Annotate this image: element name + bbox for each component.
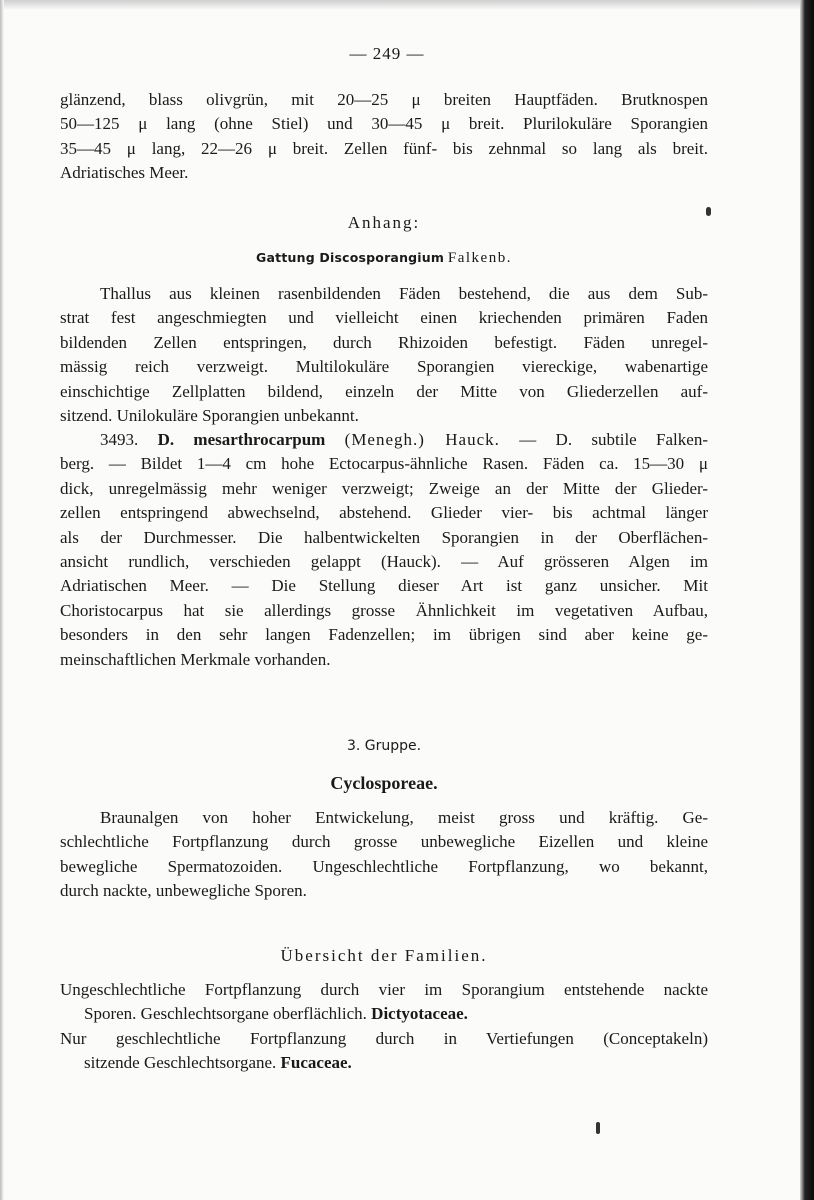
text-line: glänzend, blass olivgrün, mit 20—25 μ breiten Hauptfäden. Brutknospen — [60, 90, 708, 109]
species-author: (Menegh.) Hauck. — [344, 430, 500, 449]
text-line: einschichtige Zellplatten bildend, einzeln der Mitte von Gliederzellen auf- — [60, 381, 708, 401]
text-line: ansicht rundlich, verschieden gelappt (Hauck). — Auf grösseren Algen im — [60, 552, 708, 572]
intro-paragraph — [60, 88, 708, 186]
text-line: meinschaftlichen Merkmale vorhanden. — [60, 649, 331, 669]
thallus-paragraph — [60, 282, 708, 428]
species-synonym: — D. subtile Falken- — [519, 430, 708, 449]
scan-edge-left — [0, 0, 4, 1200]
cyclosporeae-heading: Cyclosporeae. — [330, 773, 438, 793]
text-line: bildenden Zellen entspringen, durch Rhizoiden befestigt. Fäden unregel- — [60, 332, 708, 352]
scan-edge-top — [0, 0, 814, 10]
species-name: D. mesarthrocarpum — [157, 430, 326, 449]
text-line: strat fest angeschmiegten und vielleicht einen kriechenden primären Faden — [60, 308, 708, 328]
braunalgen-paragraph — [60, 806, 708, 904]
key-line — [60, 1002, 708, 1026]
uebersicht-heading: Übersicht der Familien. — [280, 946, 488, 965]
text-line: durch nackte, unbewegliche Sporen. — [60, 881, 307, 901]
page-number: — 249 — — [349, 44, 425, 63]
ink-speck — [596, 1122, 600, 1134]
key-entry-dictyotaceae — [60, 978, 708, 1027]
text-line: schlechtliche Fortpflanzung durch grosse unbewegliche Eizellen und kleine — [60, 832, 708, 852]
gattung-heading — [60, 250, 708, 267]
key-entry-fucaceae — [60, 1027, 708, 1076]
text-line: Adriatischen Meer. — Die Stellung dieser Art ist ganz unsicher. Mit — [60, 576, 708, 596]
text-line: bewegliche Spermatozoiden. Ungeschlechtliche Fortpflanzung, wo bekannt, — [60, 856, 708, 876]
text-line: dick, unregelmässig mehr weniger verzweigt; Zweige an der Mitte der Glieder- — [60, 478, 708, 498]
text-line: sitzende Geschlechtsorgane. — [84, 1053, 277, 1073]
gruppe-heading: 3. Gruppe. — [346, 738, 422, 754]
family-dictyotaceae: Dictyotaceae. — [371, 1004, 468, 1024]
text-line: besonders in den sehr langen Fadenzellen; im übrigen sind aber keine ge- — [60, 625, 708, 645]
scan-edge-right — [800, 0, 814, 1200]
text-line: Sporen. Geschlechtsorgane oberflächlich. — [84, 1004, 367, 1024]
species-number: 3493. — [100, 430, 139, 449]
text-line: als der Durchmesser. Die halbentwickelten Sporangien in der Oberflächen- — [60, 527, 708, 547]
text-line: 35—45 μ lang, 22—26 μ breit. Zellen fünf- bis zehnmal so lang als breit. — [60, 138, 708, 158]
text-line: Braunalgen von hoher Entwickelung, meist gross und kräftig. Ge- — [100, 808, 708, 827]
ink-speck — [706, 207, 711, 216]
text-line: Thallus aus kleinen rasenbildenden Fäden bestehend, die aus dem Sub- — [100, 284, 708, 303]
text-line: berg. — Bildet 1—4 cm hohe Ectocarpus-ähnliche Rasen. Fäden ca. 15—30 μ — [60, 454, 708, 474]
text-line: mässig reich verzweigt. Multilokuläre Sporangien viereckige, wabenartige — [60, 357, 708, 377]
key-line — [60, 1051, 708, 1075]
species-paragraph — [60, 428, 708, 672]
text-line: Nur geschlechtliche Fortpflanzung durch in Vertiefungen (Conceptakeln) — [60, 1028, 708, 1048]
anhang-heading: Anhang: — [347, 213, 421, 232]
text-line: sitzend. Unilokuläre Sporangien unbekannt. — [60, 406, 359, 426]
gattung-author: Falkenb. — [447, 250, 512, 266]
gattung-label: Gattung Discosporangium — [256, 250, 445, 265]
text-line: Choristocarpus hat sie allerdings grosse Ähnlichkeit im vegetativen Aufbau, — [60, 600, 708, 620]
family-key — [60, 978, 708, 1076]
text-line: zellen entspringend abwechselnd, abstehend. Glieder vier- bis achtmal länger — [60, 503, 708, 523]
text-line: 50—125 μ lang (ohne Stiel) und 30—45 μ breit. Plurilokuläre Sporangien — [60, 114, 708, 134]
text-line: Adriatisches Meer. — [60, 163, 189, 183]
text-line: Ungeschlechtliche Fortpflanzung durch vier im Sporangium entstehende nackte — [60, 980, 708, 999]
family-fucaceae: Fucaceae. — [280, 1053, 352, 1073]
species-first-line — [60, 428, 708, 452]
